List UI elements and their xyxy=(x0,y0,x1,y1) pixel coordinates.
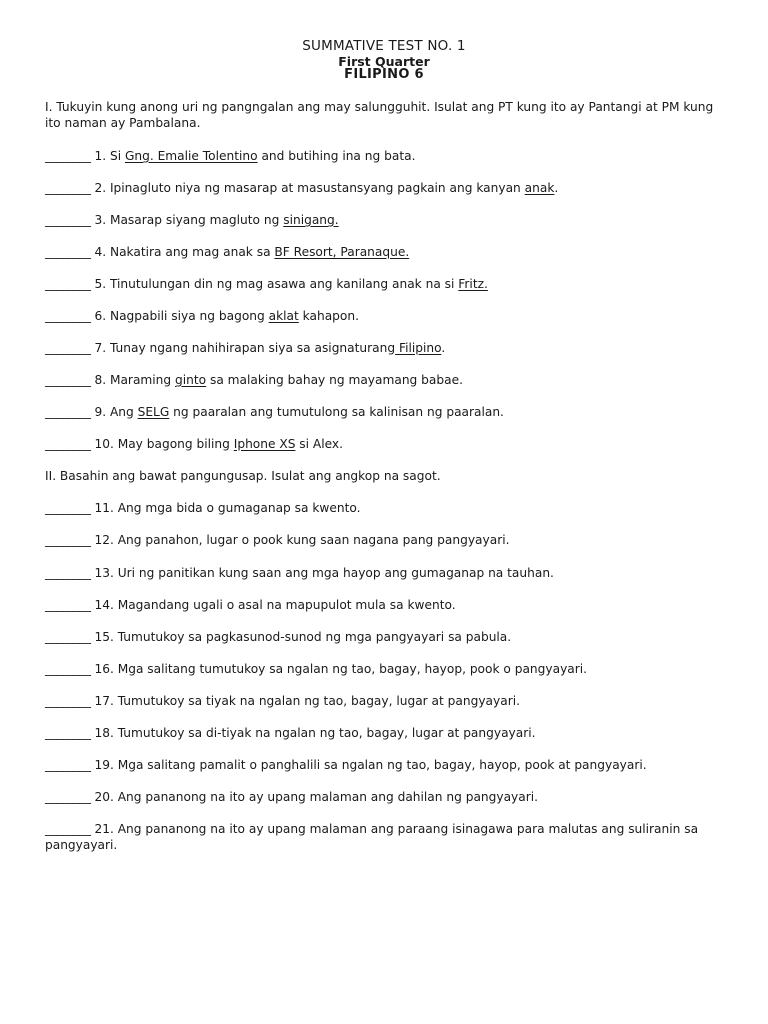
item-number: 14. xyxy=(94,598,114,612)
item-text-before: Ang xyxy=(109,405,138,419)
answer-blank: ________ xyxy=(45,341,91,355)
answer-blank: ________ xyxy=(45,437,91,451)
item-number: 5. xyxy=(94,277,107,291)
item-number: 11. xyxy=(94,501,114,515)
item-text: Tumutukoy sa pagkasunod-sunod ng mga pangyayari sa pabula. xyxy=(117,630,512,644)
item-number: 7. xyxy=(94,341,107,355)
list-item xyxy=(45,821,725,853)
item-number: 1. xyxy=(94,149,107,163)
item-number: 17. xyxy=(94,694,114,708)
item-text-before: Nakatira ang mag anak sa xyxy=(109,245,275,259)
part2-instruction: II. Basahin ang bawat pangungusap. Isulat ang angkop na sagot. xyxy=(45,469,441,483)
item-number: 20. xyxy=(94,790,114,804)
answer-blank: ________ xyxy=(45,566,91,580)
list-item xyxy=(45,661,725,677)
answer-blank: ________ xyxy=(45,758,91,772)
item-number: 4. xyxy=(94,245,107,259)
item-text-before: Tinutulungan din ng mag asawa ang kanilang anak na si xyxy=(109,277,459,291)
list-item xyxy=(45,244,725,260)
subject-title: FILIPINO 6 xyxy=(344,67,424,82)
item-number: 19. xyxy=(94,758,114,772)
item-text: Tumutukoy sa di-tiyak na ngalan ng tao, bagay, lugar at pangyayari. xyxy=(117,726,536,740)
underlined-noun: Gng. Emalie Tolentino xyxy=(124,149,258,163)
item-number: 16. xyxy=(94,662,114,676)
answer-blank: ________ xyxy=(45,373,91,387)
item-text-after: and butihing ina ng bata. xyxy=(257,149,416,163)
item-number: 12. xyxy=(94,533,114,547)
item-text-before: Maraming xyxy=(109,373,176,387)
underlined-noun: anak xyxy=(524,181,555,195)
item-number: 9. xyxy=(94,405,107,419)
item-text-after: kahapon. xyxy=(298,309,359,323)
list-item xyxy=(45,372,725,388)
underlined-noun: SELG xyxy=(137,405,170,419)
quarter-subtitle: First Quarter xyxy=(338,54,430,69)
item-text: Mga salitang tumutukoy sa ngalan ng tao, bagay, hayop, pook o pangyayari. xyxy=(117,662,588,676)
item-text-after: . xyxy=(554,181,559,195)
item-text: Magandang ugali o asal na mapupulot mula sa kwento. xyxy=(117,598,456,612)
item-text: Ang pananong na ito ay upang malaman ang paraang isinagawa para malutas ang suliranin sa pangyayari. xyxy=(45,822,699,852)
item-text-after: . xyxy=(441,341,446,355)
item-text: Ang pananong na ito ay upang malaman ang dahilan ng pangyayari. xyxy=(117,790,539,804)
answer-blank: ________ xyxy=(45,630,91,644)
item-text: Mga salitang pamalit o panghalili sa ngalan ng tao, bagay, hayop, pook at pangyayari. xyxy=(117,758,647,772)
answer-blank: ________ xyxy=(45,533,91,547)
underlined-noun: aklat xyxy=(268,309,299,323)
item-number: 10. xyxy=(94,437,114,451)
item-number: 6. xyxy=(94,309,107,323)
item-text: Uri ng panitikan kung saan ang mga hayop ang gumaganap na tauhan. xyxy=(117,566,554,580)
item-text-after: sa malaking bahay ng mayamang babae. xyxy=(206,373,463,387)
item-text-after: si Alex. xyxy=(295,437,344,451)
item-text-after: ng paaralan ang tumutulong sa kalinisan ng paaralan. xyxy=(169,405,504,419)
answer-blank: ________ xyxy=(45,598,91,612)
underlined-noun: ginto xyxy=(175,373,207,387)
answer-blank: ________ xyxy=(45,181,91,195)
item-text: Ang panahon, lugar o pook kung saan nagana pang pangyayari. xyxy=(117,533,510,547)
answer-blank: ________ xyxy=(45,245,91,259)
list-item xyxy=(45,500,725,516)
answer-blank: ________ xyxy=(45,405,91,419)
item-number: 8. xyxy=(94,373,107,387)
list-item xyxy=(45,340,725,356)
item-number: 3. xyxy=(94,213,107,227)
list-item xyxy=(45,597,725,613)
answer-blank: ________ xyxy=(45,309,91,323)
item-text: Tumutukoy sa tiyak na ngalan ng tao, bagay, lugar at pangyayari. xyxy=(117,694,520,708)
answer-blank: ________ xyxy=(45,726,91,740)
list-item xyxy=(45,629,725,645)
list-item xyxy=(45,148,725,164)
item-text-before: Nagpabili siya ng bagong xyxy=(109,309,269,323)
answer-blank: ________ xyxy=(45,149,91,163)
underlined-noun: Iphone XS xyxy=(233,437,296,451)
answer-blank: ________ xyxy=(45,501,91,515)
item-text-before: May bagong biling xyxy=(117,437,234,451)
list-item xyxy=(45,212,725,228)
item-text: Ang mga bida o gumaganap sa kwento. xyxy=(117,501,361,515)
item-text-before: Ipinagluto niya ng masarap at masustansyang pagkain ang kanyan xyxy=(109,181,525,195)
answer-blank: ________ xyxy=(45,277,91,291)
list-item xyxy=(45,725,725,741)
item-number: 2. xyxy=(94,181,107,195)
underlined-noun: sinigang. xyxy=(283,213,339,227)
item-number: 18. xyxy=(94,726,114,740)
answer-blank: ________ xyxy=(45,790,91,804)
list-item xyxy=(45,757,725,773)
answer-blank: ________ xyxy=(45,662,91,676)
item-text-before: Tunay ngang nahihirapan siya sa asignaturang xyxy=(109,341,396,355)
item-number: 21. xyxy=(94,822,114,836)
item-text-before: Si xyxy=(109,149,125,163)
answer-blank: ________ xyxy=(45,822,91,836)
item-text-before: Masarap siyang magluto ng xyxy=(109,213,284,227)
answer-blank: ________ xyxy=(45,694,91,708)
underlined-noun: Filipino xyxy=(395,341,442,355)
list-item xyxy=(45,789,725,805)
list-item xyxy=(45,693,725,709)
item-number: 13. xyxy=(94,566,114,580)
answer-blank: ________ xyxy=(45,213,91,227)
test-title: SUMMATIVE TEST NO. 1 xyxy=(302,38,466,54)
list-item xyxy=(45,180,725,196)
list-item xyxy=(45,404,725,420)
part1-instruction: I. Tukuyin kung anong uri ng pangngalan ang may salungguhit. Isulat ang PT kung ito ay Pantangi at PM kung ito naman ay Pambalana. xyxy=(45,100,714,130)
underlined-noun: Fritz. xyxy=(458,277,488,291)
list-item xyxy=(45,436,725,452)
item-number: 15. xyxy=(94,630,114,644)
list-item xyxy=(45,308,725,324)
list-item xyxy=(45,276,725,292)
underlined-noun: BF Resort, Paranaque. xyxy=(274,245,410,259)
list-item xyxy=(45,532,725,548)
list-item xyxy=(45,565,725,581)
